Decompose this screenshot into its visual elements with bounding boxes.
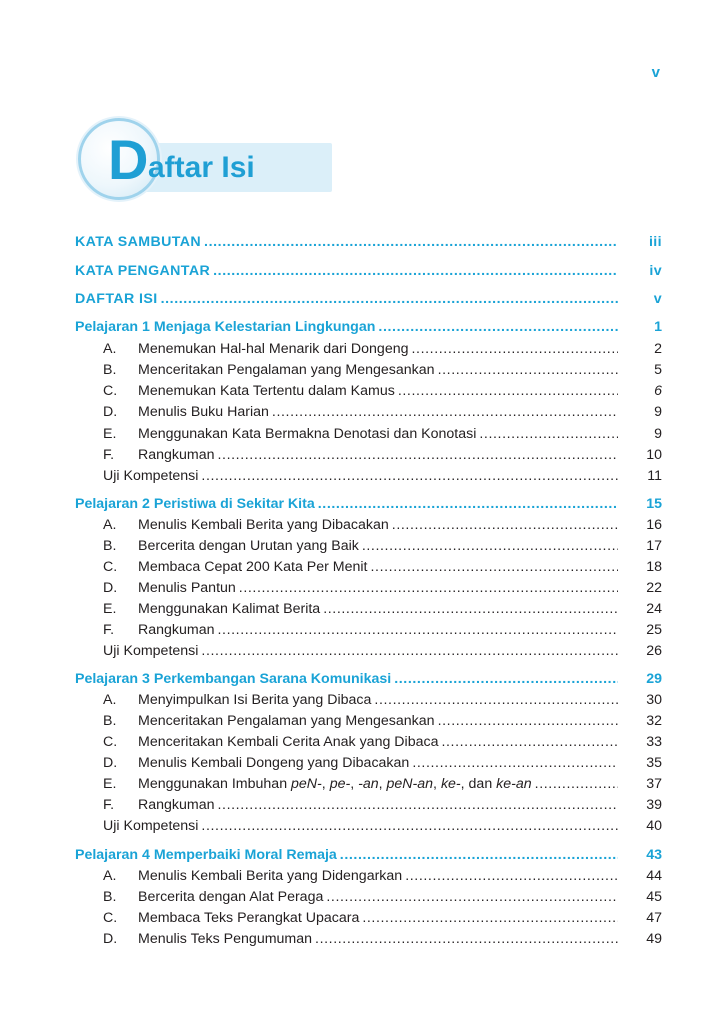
toc-item[interactable]: B. Menceritakan Pengalaman yang Mengesankan ..... 32 xyxy=(103,711,662,731)
toc-lesson-3[interactable]: Pelajaran 3 Perkembangan Sarana Komunikasi ..... 29 xyxy=(75,669,662,689)
toc-item[interactable]: B. Menceritakan Pengalaman yang Mengesankan ..... 5 xyxy=(103,360,662,380)
toc-item[interactable]: C. Menceritakan Kembali Cerita Anak yang Dibaca ..... 33 xyxy=(103,732,662,752)
toc-item[interactable]: A. Menulis Kembali Berita yang Didengarkan ..... 44 xyxy=(103,866,662,886)
toc-item-uji-kompetensi[interactable]: Uji Kompetensi ..... 40 xyxy=(103,816,662,836)
toc-item-uji-kompetensi[interactable]: Uji Kompetensi ..... 11 xyxy=(103,466,662,486)
toc-item[interactable]: F. Rangkuman ..... 25 xyxy=(103,620,662,640)
toc-item[interactable]: C. Menemukan Kata Tertentu dalam Kamus ..... 6 xyxy=(103,381,662,401)
toc-item[interactable]: A. Menemukan Hal-hal Menarik dari Dongeng ..... 2 xyxy=(103,339,662,359)
toc-item[interactable]: D. Menulis Pantun ..... 22 xyxy=(103,578,662,598)
toc-item[interactable]: C. Membaca Cepat 200 Kata Per Menit ..... 18 xyxy=(103,557,662,577)
toc-lesson-1[interactable]: Pelajaran 1 Menjaga Kelestarian Lingkungan ..... 1 xyxy=(75,317,662,337)
toc-item[interactable]: B. Bercerita dengan Urutan yang Baik ..... 17 xyxy=(103,536,662,556)
toc-item[interactable]: B. Bercerita dengan Alat Peraga ..... 45 xyxy=(103,887,662,907)
toc-lesson-2[interactable]: Pelajaran 2 Peristiwa di Sekitar Kita ..... 15 xyxy=(75,494,662,514)
toc-entry-kata-sambutan[interactable]: KATA SAMBUTAN ..... iii xyxy=(75,232,662,252)
toc-entry-daftar-isi[interactable]: DAFTAR ISI ..... v xyxy=(75,289,662,309)
toc-item[interactable]: F. Rangkuman ..... 39 xyxy=(103,795,662,815)
toc-item-uji-kompetensi[interactable]: Uji Kompetensi ..... 26 xyxy=(103,641,662,661)
toc-item[interactable]: A. Menyimpulkan Isi Berita yang Dibaca ..... 30 xyxy=(103,690,662,710)
title-text: aftar Isi xyxy=(148,151,255,184)
toc-item[interactable]: D. Menulis Buku Harian ..... 9 xyxy=(103,402,662,422)
page-number: v xyxy=(651,64,660,81)
toc-item[interactable]: D. Menulis Teks Pengumuman ..... 49 xyxy=(103,929,662,949)
toc-item-label: Menggunakan Imbuhan peN-, pe-, -an, peN-an, ke-, dan ke-an xyxy=(138,776,532,792)
toc-item[interactable]: F. Rangkuman ..... 10 xyxy=(103,445,662,465)
toc-item[interactable]: C. Membaca Teks Perangkat Upacara ..... 47 xyxy=(103,908,662,928)
toc-item[interactable]: E. Menggunakan Kalimat Berita ..... 24 xyxy=(103,599,662,619)
toc-item[interactable]: D. Menulis Kembali Dongeng yang Dibacakan ..... 35 xyxy=(103,753,662,773)
toc-entry-kata-pengantar[interactable]: KATA PENGANTAR ..... iv xyxy=(75,261,662,281)
toc-item[interactable]: E. Menggunakan Kata Bermakna Denotasi dan Konotasi ..... 9 xyxy=(103,424,662,444)
toc-lesson-4[interactable]: Pelajaran 4 Memperbaiki Moral Remaja ..... 43 xyxy=(75,845,662,865)
toc-item[interactable]: A. Menulis Kembali Berita yang Dibacakan ..... 16 xyxy=(103,515,662,535)
title-initial: D xyxy=(108,128,149,191)
toc-item[interactable]: E. Menggunakan Imbuhan peN-, pe-, -an, peN-an, ke-, dan ke-an ..... 37 xyxy=(103,774,662,794)
